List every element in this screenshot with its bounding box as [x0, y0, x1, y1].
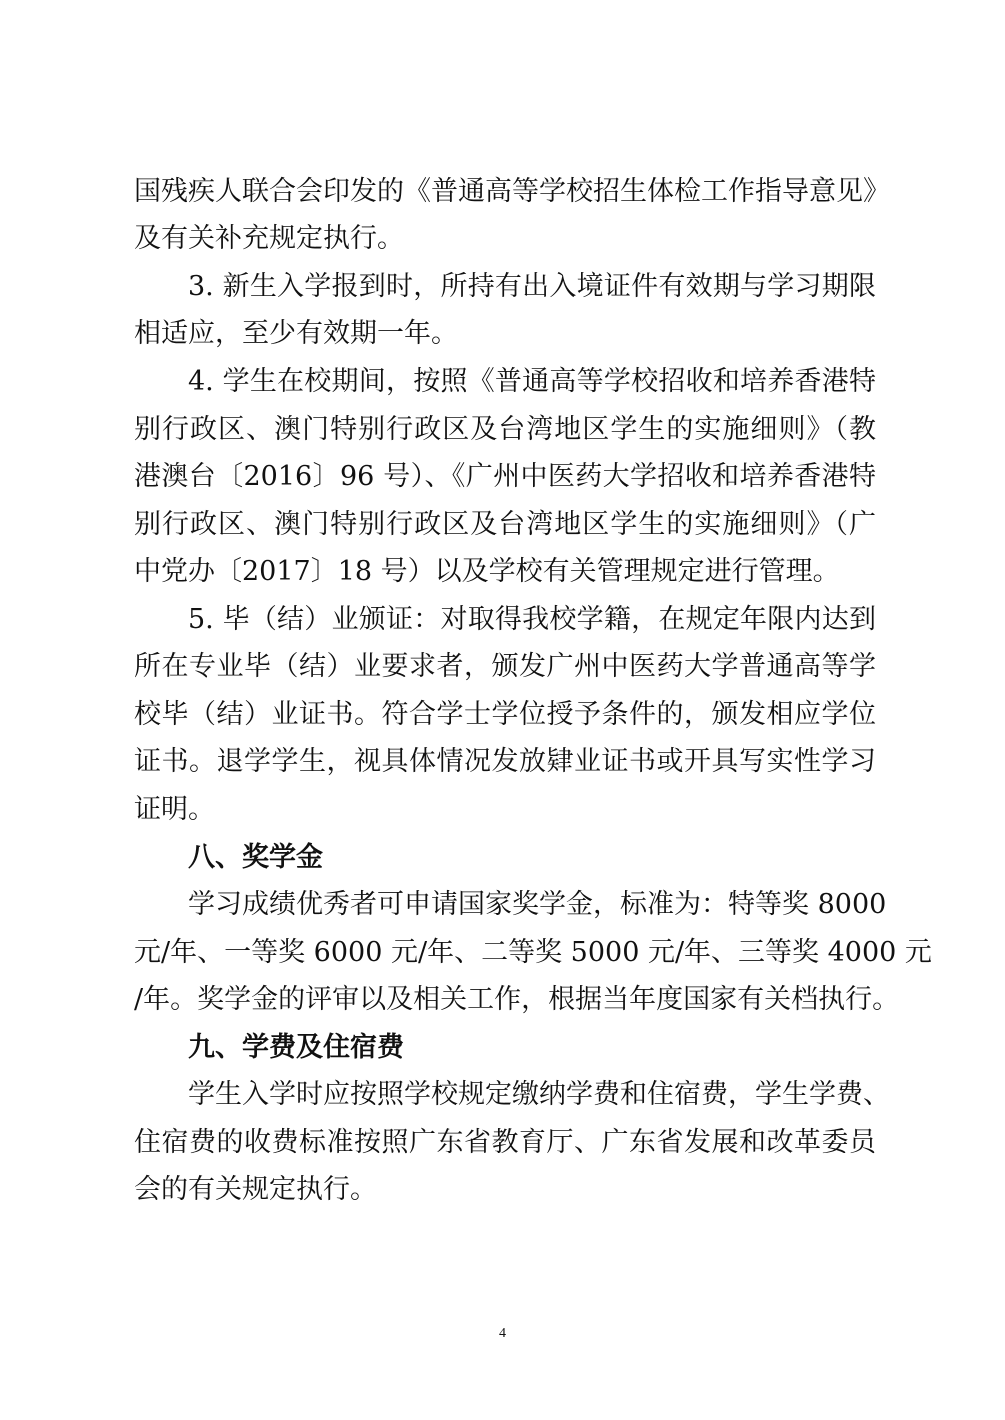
page-number: 4: [499, 1326, 506, 1341]
paragraph-line: 证书。退学学生，视具体情况发放肄业证书或开具写实性学习: [134, 746, 876, 777]
paragraph-line: 相适应，至少有效期一年。: [134, 318, 458, 349]
paragraph-line: 3. 新生入学报到时，所持有出入境证件有效期与学习期限: [188, 271, 876, 302]
paragraph-line: 住宿费的收费标准按照广东省教育厅、广东省发展和改革委员: [134, 1127, 876, 1158]
paragraph-line: 学习成绩优秀者可申请国家奖学金，标准为：特等奖 8000: [188, 889, 887, 920]
section-heading-fees: 九、学费及住宿费: [188, 1032, 404, 1063]
paragraph-line: 会的有关规定执行。: [134, 1174, 377, 1205]
paragraph-line: 4. 学生在校期间，按照《普通高等学校招收和培养香港特: [188, 366, 876, 397]
paragraph-line: 所在专业毕（结）业要求者，颁发广州中医药大学普通高等学: [134, 651, 876, 682]
paragraph-line: 及有关补充规定执行。: [134, 223, 404, 254]
paragraph-line: /年。奖学金的评审以及相关工作，根据当年度国家有关档执行。: [134, 984, 900, 1015]
paragraph-line: 学生入学时应按照学校规定缴纳学费和住宿费，学生学费、: [188, 1079, 890, 1110]
paragraph-line: 港澳台〔2016〕96 号）、《广州中医药大学招收和培养香港特: [134, 461, 876, 492]
paragraph-line: 别行政区、澳门特别行政区及台湾地区学生的实施细则》（教: [134, 414, 876, 445]
paragraph-line: 中党办〔2017〕18 号）以及学校有关管理规定进行管理。: [134, 556, 840, 587]
paragraph-line: 校毕（结）业证书。符合学士学位授予条件的，颁发相应学位: [134, 699, 876, 730]
section-heading-scholarship: 八、奖学金: [188, 842, 323, 873]
paragraph-line: 证明。: [134, 794, 215, 825]
paragraph-line: 5. 毕（结）业颁证：对取得我校学籍，在规定年限内达到: [188, 604, 876, 635]
paragraph-line: 国残疾人联合会印发的《普通高等学校招生体检工作指导意见》: [134, 176, 890, 207]
paragraph-line: 别行政区、澳门特别行政区及台湾地区学生的实施细则》（广: [134, 509, 876, 540]
paragraph-line: 元/年、一等奖 6000 元/年、二等奖 5000 元/年、三等奖 4000 元: [134, 937, 932, 968]
